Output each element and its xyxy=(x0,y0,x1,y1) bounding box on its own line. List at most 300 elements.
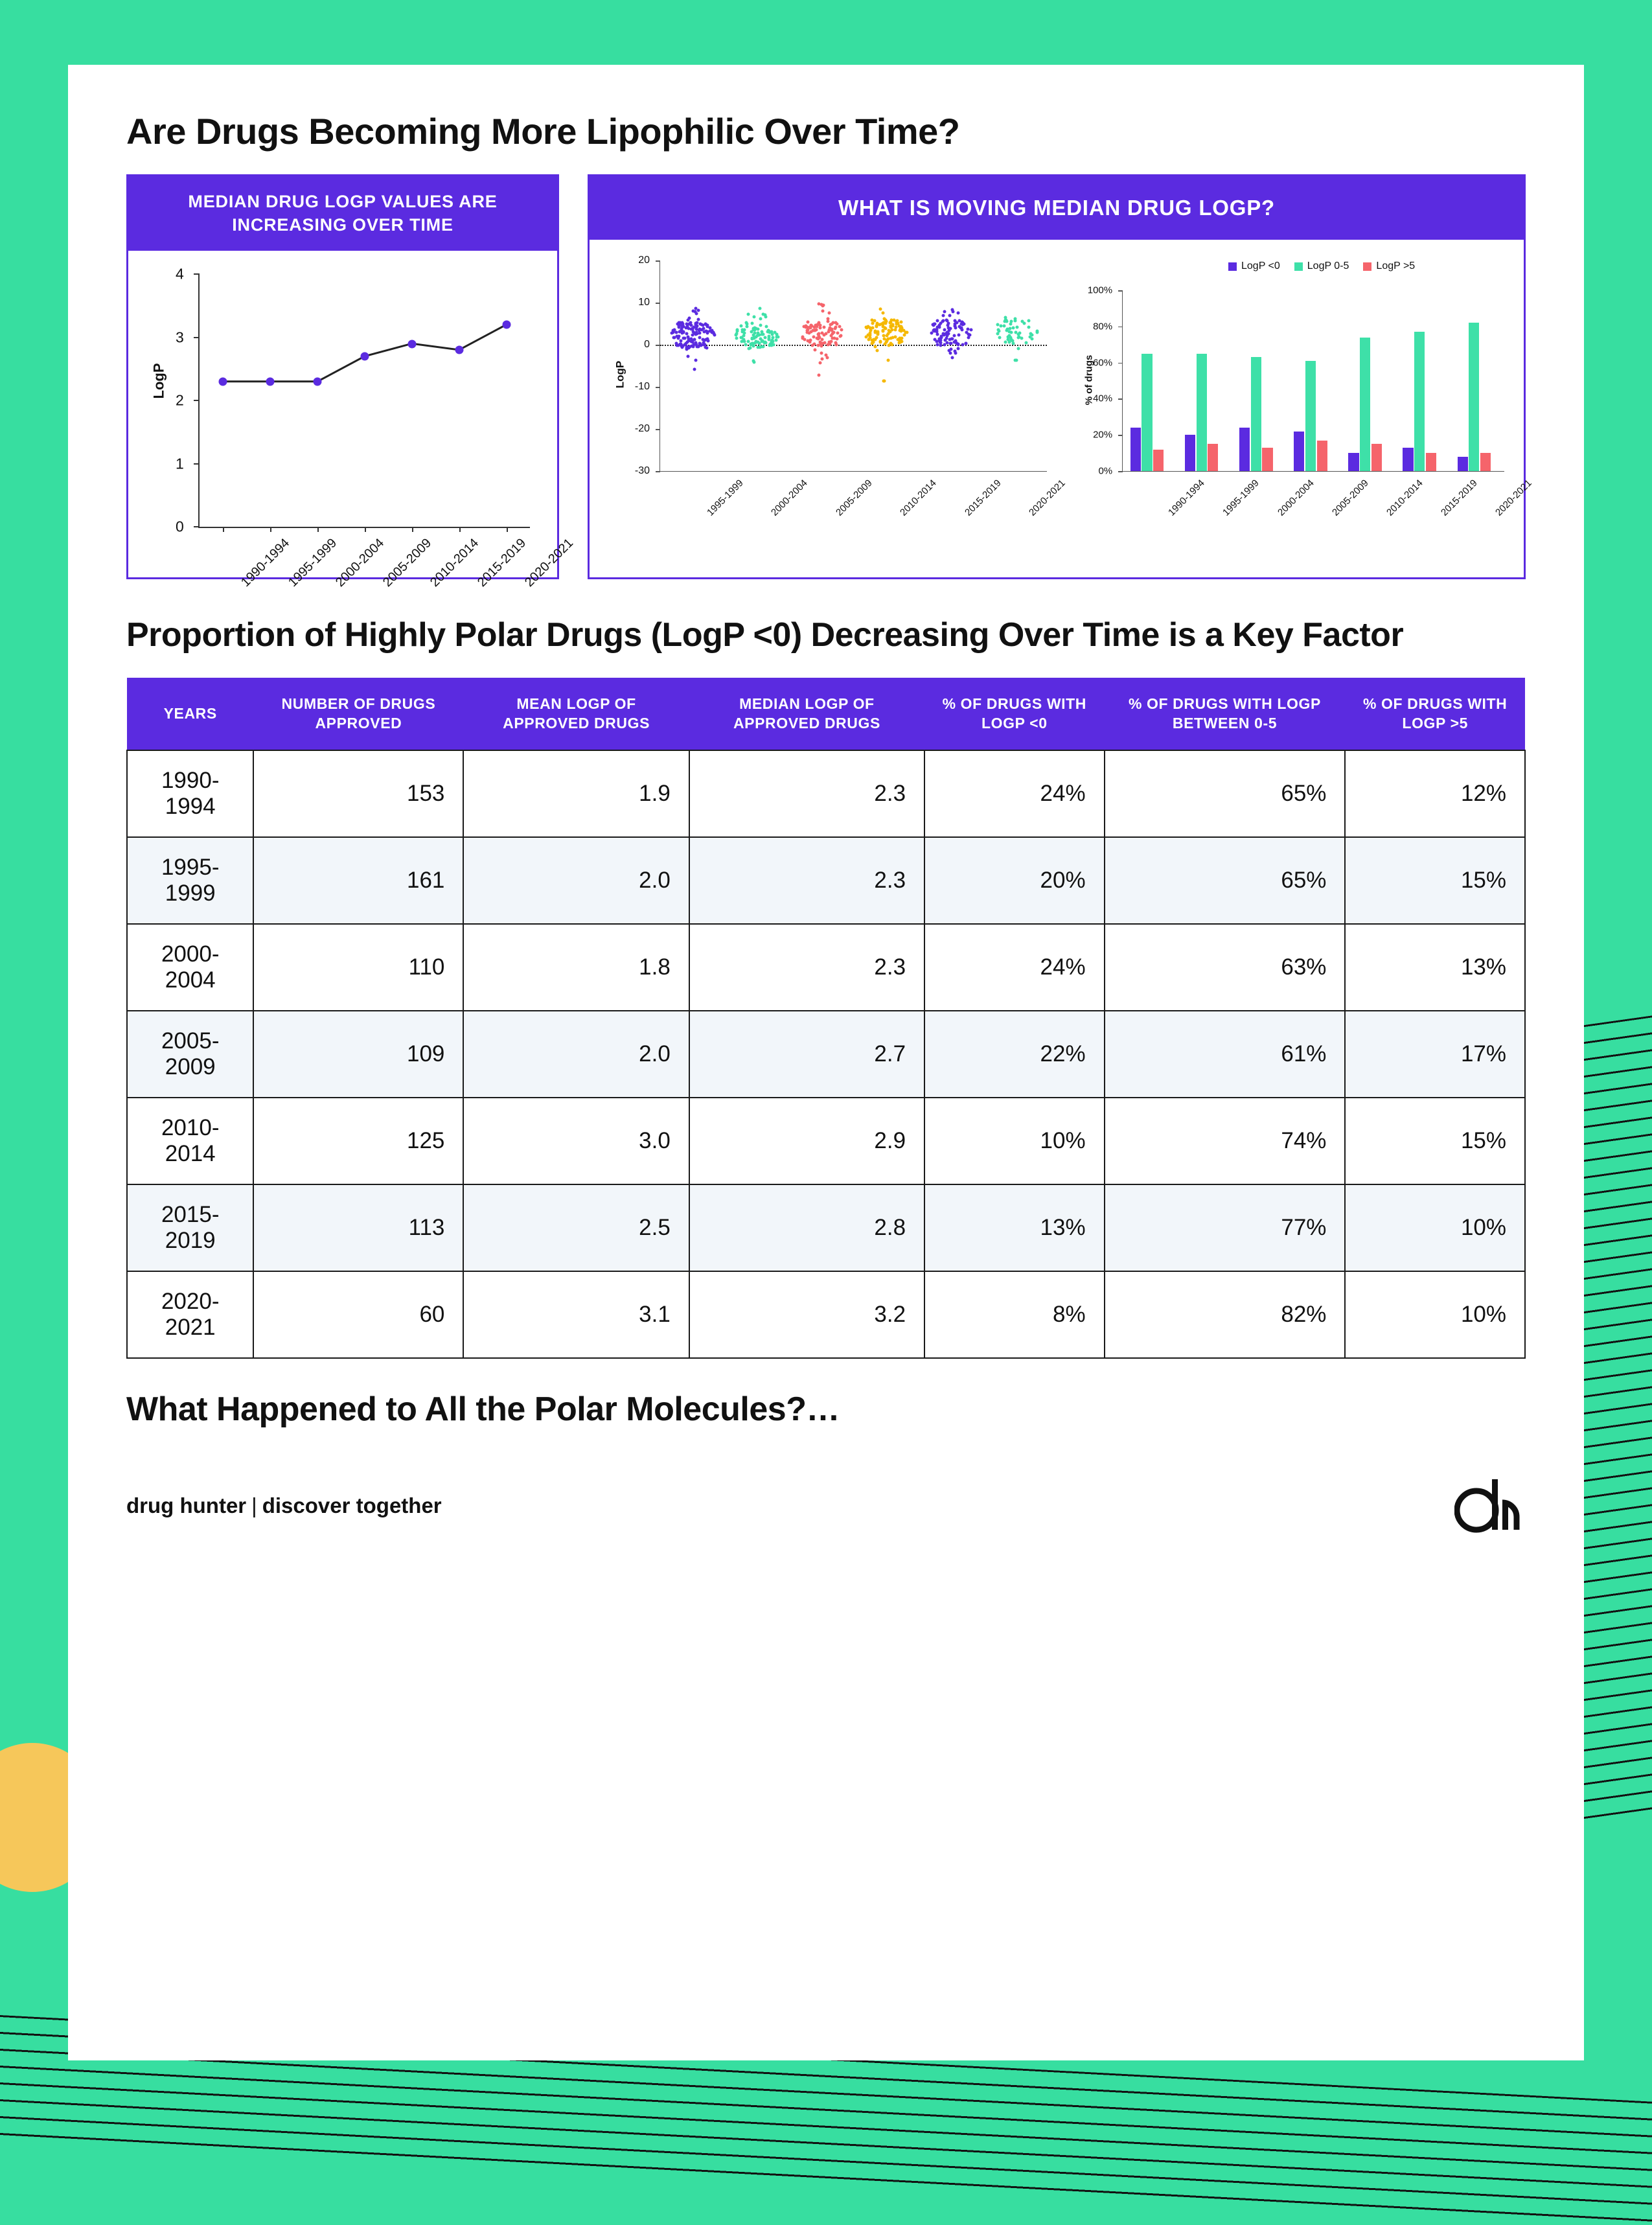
bar-rect xyxy=(1305,361,1316,471)
scatter-point xyxy=(876,332,879,336)
line-chart-x-tick: 2005-2009 xyxy=(380,536,435,590)
brand-lockup xyxy=(126,1493,442,1518)
table-cell: 82% xyxy=(1105,1271,1346,1358)
bar-rect xyxy=(1317,441,1327,471)
scatter-point xyxy=(875,336,878,340)
scatter-point xyxy=(998,336,1001,339)
table-cell: 15% xyxy=(1345,837,1525,924)
scatter-point xyxy=(877,330,880,333)
table-cell: 20% xyxy=(924,837,1105,924)
table-cell: 10% xyxy=(1345,1271,1525,1358)
scatter-point xyxy=(813,349,816,352)
bar-x-tick: 2005-2009 xyxy=(1329,478,1371,518)
scatter-point xyxy=(878,307,882,310)
scatter-point xyxy=(933,338,936,341)
bar-y-tick: 60% xyxy=(1093,357,1113,369)
scatter-point xyxy=(943,310,946,314)
line-chart-x-tick: 2020-2021 xyxy=(522,536,576,590)
table-row xyxy=(127,924,1525,1011)
scatter-zero-line xyxy=(660,345,1047,346)
legend-swatch xyxy=(1294,262,1303,271)
bar-rect xyxy=(1469,323,1479,471)
line-chart-data-point xyxy=(455,346,463,354)
scatter-point xyxy=(900,320,903,323)
scatter-y-tick-mark xyxy=(656,303,660,304)
table-header-cell-1: NUMBER OF DRUGS APPROVED xyxy=(253,678,463,751)
panel-moving-median xyxy=(588,174,1534,579)
line-chart-data-point xyxy=(314,378,322,386)
scatter-point xyxy=(740,328,744,331)
scatter-point xyxy=(1005,319,1009,323)
scatter-point xyxy=(820,352,823,355)
scatter-point xyxy=(744,343,747,346)
scatter-point xyxy=(761,330,764,334)
scatter-point xyxy=(735,337,738,340)
scatter-point xyxy=(757,332,760,335)
scatter-point xyxy=(948,349,951,352)
table-cell: 24% xyxy=(924,750,1105,837)
scatter-point xyxy=(686,345,689,349)
table-row xyxy=(127,1271,1525,1358)
scatter-point xyxy=(1012,327,1015,330)
bar-y-axis-label: % of drugs xyxy=(1083,354,1095,406)
bar-y-tick: 100% xyxy=(1087,284,1113,296)
panel-median-logp xyxy=(126,174,576,590)
scatter-point xyxy=(685,323,689,326)
table-header-cell-5: % OF DRUGS WITH LOGP BETWEEN 0-5 xyxy=(1105,678,1346,751)
bar-rect xyxy=(1348,453,1359,471)
bar-rect xyxy=(1458,457,1468,471)
line-chart-data-point xyxy=(266,378,275,386)
scatter-point xyxy=(696,317,700,321)
bar-y-tick-mark xyxy=(1118,327,1123,328)
bar-y-tick-mark xyxy=(1118,435,1123,436)
scatter-point xyxy=(752,315,755,318)
scatter-point xyxy=(867,338,870,341)
scatter-point xyxy=(970,329,973,332)
scatter-point xyxy=(698,332,702,335)
table-cell: 63% xyxy=(1105,924,1346,1011)
scatter-point xyxy=(878,340,882,343)
line-chart-x-tick: 2000-2004 xyxy=(333,536,387,590)
scatter-point xyxy=(882,330,885,333)
scatter-point xyxy=(885,334,888,338)
scatter-point xyxy=(829,342,832,345)
scatter-point xyxy=(700,323,703,327)
scatter-point xyxy=(1031,338,1034,341)
table-cell: 22% xyxy=(924,1011,1105,1098)
scatter-point xyxy=(886,359,889,362)
scatter-point xyxy=(939,341,942,344)
scatter-point xyxy=(677,336,680,340)
scatter-y-tick: 10 xyxy=(638,297,650,308)
scatter-point xyxy=(1009,327,1012,330)
scatter-point xyxy=(1022,322,1026,325)
scatter-point xyxy=(706,338,709,341)
scatter-point xyxy=(946,322,950,325)
bar-rect xyxy=(1262,448,1272,471)
legend-label: LogP <0 xyxy=(1241,260,1280,271)
bar-x-tick: 2020-2021 xyxy=(1493,478,1534,518)
median-logp-line-chart xyxy=(139,262,576,590)
scatter-point xyxy=(675,331,678,334)
scatter-point xyxy=(746,325,749,329)
scatter-point xyxy=(806,329,809,332)
scatter-point xyxy=(832,336,836,340)
scatter-point xyxy=(953,324,956,327)
line-chart-y-tick-mark xyxy=(194,400,200,401)
scatter-point xyxy=(967,332,970,336)
legend-item xyxy=(1228,260,1280,272)
scatter-point xyxy=(899,340,902,343)
scatter-point xyxy=(1027,325,1030,329)
scatter-point xyxy=(835,323,838,326)
scatter-point xyxy=(898,337,901,340)
line-chart-x-tick-mark xyxy=(459,527,461,532)
scatter-point xyxy=(747,313,750,316)
brand-tagline: discover together xyxy=(262,1493,442,1518)
logp-bins-bar-chart xyxy=(1060,251,1534,536)
scatter-point xyxy=(771,336,774,339)
scatter-point xyxy=(820,343,823,347)
top-panels xyxy=(126,174,1534,590)
line-chart-x-tick-mark xyxy=(270,527,271,532)
scatter-point xyxy=(935,319,939,322)
scatter-point xyxy=(1009,339,1013,342)
scatter-point xyxy=(827,319,830,323)
table-cell: 2.0 xyxy=(463,837,689,924)
bar-rect xyxy=(1371,444,1382,471)
scatter-point xyxy=(1035,330,1038,334)
panel-moving-median-heading: WHAT IS MOVING MEDIAN DRUG LOGP? xyxy=(590,176,1524,240)
scatter-point xyxy=(702,343,706,347)
scatter-point xyxy=(829,323,832,327)
scatter-point xyxy=(770,330,774,333)
scatter-point xyxy=(816,344,820,347)
bar-rect xyxy=(1414,332,1425,471)
scatter-point xyxy=(748,347,751,351)
scatter-point xyxy=(953,319,956,322)
scatter-point xyxy=(944,339,947,342)
table-cell: 10% xyxy=(1345,1184,1525,1271)
scatter-point xyxy=(948,314,952,317)
scatter-y-tick: -20 xyxy=(634,423,650,434)
scatter-point xyxy=(676,343,679,347)
legend-label: LogP 0-5 xyxy=(1307,260,1349,271)
table-row xyxy=(127,1098,1525,1184)
scatter-point xyxy=(888,321,891,324)
scatter-point xyxy=(958,334,961,337)
table-row xyxy=(127,750,1525,837)
page-footer xyxy=(126,1470,1526,1548)
scatter-point xyxy=(956,343,959,346)
scatter-point xyxy=(689,321,693,324)
line-chart-y-tick: 4 xyxy=(176,265,184,282)
scatter-point xyxy=(930,332,934,335)
scatter-point xyxy=(886,339,889,342)
table-cell: 13% xyxy=(924,1184,1105,1271)
bar-y-tick: 80% xyxy=(1093,321,1113,332)
scatter-point xyxy=(681,346,684,349)
legend-item xyxy=(1363,260,1415,272)
scatter-point xyxy=(698,342,702,345)
scatter-point xyxy=(833,327,836,330)
scatter-y-tick: -30 xyxy=(634,465,650,476)
table-cell: 1990-1994 xyxy=(127,750,253,837)
scatter-point xyxy=(904,331,908,334)
scatter-point xyxy=(941,319,945,323)
scatter-point xyxy=(1007,335,1010,338)
scatter-point xyxy=(1014,358,1017,362)
scatter-point xyxy=(827,312,831,315)
scatter-point xyxy=(933,322,936,325)
legend-swatch xyxy=(1228,262,1237,271)
dh-logo-icon xyxy=(1454,1470,1526,1541)
table-cell: 109 xyxy=(253,1011,463,1098)
table-cell: 2010-2014 xyxy=(127,1098,253,1184)
scatter-point xyxy=(687,317,691,320)
line-chart-y-tick-mark xyxy=(194,337,200,338)
bar-y-tick: 20% xyxy=(1093,429,1113,441)
scatter-point xyxy=(881,312,884,315)
scatter-point xyxy=(823,325,826,329)
scatter-point xyxy=(953,334,956,338)
scatter-point xyxy=(735,333,738,336)
scatter-point xyxy=(681,323,684,327)
table-cell: 2015-2019 xyxy=(127,1184,253,1271)
table-cell: 65% xyxy=(1105,750,1346,837)
scatter-point xyxy=(694,323,698,326)
table-header-cell-3: MEDIAN LOGP OF APPROVED DRUGS xyxy=(689,678,924,751)
scatter-point xyxy=(948,327,952,330)
scatter-point xyxy=(806,325,809,329)
panel-median-logp-heading: MEDIAN DRUG LOGP VALUES ARE INCREASING OVER TIME xyxy=(128,176,557,251)
line-chart-y-tick-mark xyxy=(194,526,200,527)
scatter-point xyxy=(1005,329,1008,332)
line-chart-x-tick-mark xyxy=(507,527,508,532)
scatter-point xyxy=(896,319,899,322)
scatter-point xyxy=(693,367,696,371)
scatter-point xyxy=(693,338,696,341)
scatter-point xyxy=(752,343,755,347)
scatter-point xyxy=(752,359,755,362)
line-chart-y-tick-mark xyxy=(194,463,200,465)
scatter-point xyxy=(679,342,682,345)
bar-chart-legend xyxy=(1228,260,1415,272)
line-chart-y-axis-label: LogP xyxy=(150,363,167,399)
scatter-point xyxy=(1025,341,1028,345)
table-cell: 3.2 xyxy=(689,1271,924,1358)
scatter-point xyxy=(764,315,767,318)
bar-x-tick: 1990-1994 xyxy=(1166,478,1208,518)
bar-rect xyxy=(1130,428,1141,471)
scatter-point xyxy=(831,328,834,331)
scatter-point xyxy=(709,329,712,332)
scatter-point xyxy=(1008,330,1011,334)
closing-heading: What Happened to All the Polar Molecules?… xyxy=(126,1390,840,1429)
table-cell: 125 xyxy=(253,1098,463,1184)
line-chart-y-tick: 1 xyxy=(176,455,184,472)
scatter-point xyxy=(950,338,953,341)
scatter-point xyxy=(671,329,674,332)
scatter-point xyxy=(835,343,838,347)
scatter-point xyxy=(996,332,999,336)
legend-swatch xyxy=(1363,262,1371,271)
table-header-row xyxy=(127,678,1525,751)
brand-name: drug hunter xyxy=(126,1493,247,1518)
scatter-point xyxy=(1017,332,1020,336)
table-cell: 12% xyxy=(1345,750,1525,837)
scatter-point xyxy=(736,329,739,332)
scatter-point xyxy=(682,336,685,340)
scatter-point xyxy=(809,341,812,344)
table-cell: 24% xyxy=(924,924,1105,1011)
legend-label: LogP >5 xyxy=(1376,260,1416,271)
scatter-point xyxy=(956,311,959,314)
scatter-point xyxy=(961,328,964,331)
scatter-point xyxy=(891,343,894,346)
table-cell: 10% xyxy=(924,1098,1105,1184)
table-cell: 61% xyxy=(1105,1011,1346,1098)
bar-rect xyxy=(1251,357,1261,471)
scatter-point xyxy=(961,321,965,325)
scatter-point xyxy=(693,310,696,314)
table-cell: 17% xyxy=(1345,1011,1525,1098)
scatter-point xyxy=(801,337,805,340)
scatter-y-tick-mark xyxy=(656,471,660,472)
line-chart-x-tick-mark xyxy=(412,527,413,532)
scatter-point xyxy=(819,326,822,329)
line-chart-x-tick-mark xyxy=(317,527,319,532)
scatter-point xyxy=(890,329,893,332)
scatter-point xyxy=(818,336,821,339)
scatter-point xyxy=(952,340,956,343)
table-cell: 2005-2009 xyxy=(127,1011,253,1098)
scatter-point xyxy=(763,341,766,345)
scatter-point xyxy=(759,338,763,341)
scatter-point xyxy=(889,325,893,328)
table-cell: 13% xyxy=(1345,924,1525,1011)
scatter-point xyxy=(698,329,701,332)
logp-distribution-scatter xyxy=(600,251,1068,536)
scatter-point xyxy=(759,323,762,327)
scatter-point xyxy=(818,303,821,306)
table-cell: 3.1 xyxy=(463,1271,689,1358)
scatter-point xyxy=(954,349,957,352)
scatter-point xyxy=(759,345,762,349)
brand-separator: | xyxy=(251,1493,257,1518)
scatter-point xyxy=(939,344,942,347)
scatter-point xyxy=(820,358,823,361)
scatter-y-tick: 20 xyxy=(638,255,650,266)
scatter-point xyxy=(884,343,887,346)
bar-rect xyxy=(1239,428,1250,471)
scatter-point xyxy=(937,325,941,328)
scatter-x-tick: 2005-2009 xyxy=(833,478,875,518)
line-chart-x-tick: 2010-2014 xyxy=(427,536,482,590)
table-cell: 77% xyxy=(1105,1184,1346,1271)
scatter-point xyxy=(818,361,821,364)
scatter-point xyxy=(840,328,843,331)
scatter-point xyxy=(767,337,770,340)
scatter-point xyxy=(693,343,696,347)
scatter-point xyxy=(1010,319,1013,323)
scatter-point xyxy=(777,336,780,339)
table-cell: 2.7 xyxy=(689,1011,924,1098)
line-chart-y-tick-mark xyxy=(194,273,200,275)
scatter-y-tick-mark xyxy=(656,345,660,346)
line-chart-data-point xyxy=(219,378,227,386)
bar-x-tick: 2010-2014 xyxy=(1384,478,1425,518)
scatter-y-tick: 0 xyxy=(644,339,650,350)
table-cell: 1995-1999 xyxy=(127,837,253,924)
scatter-point xyxy=(813,343,816,346)
scatter-point xyxy=(821,310,824,313)
scatter-point xyxy=(1027,319,1031,322)
scatter-point xyxy=(899,329,902,332)
scatter-point xyxy=(814,324,817,327)
scatter-point xyxy=(772,343,775,346)
scatter-point xyxy=(933,329,936,332)
scatter-point xyxy=(965,341,968,345)
bar-y-tick: 0% xyxy=(1098,465,1113,477)
bar-rect xyxy=(1141,354,1152,471)
bar-y-tick: 40% xyxy=(1093,393,1113,404)
line-chart-x-tick: 1990-1994 xyxy=(238,536,293,590)
scatter-point xyxy=(935,333,939,336)
scatter-y-tick-mark xyxy=(656,260,660,262)
table-cell: 161 xyxy=(253,837,463,924)
scatter-point xyxy=(1000,325,1003,328)
scatter-point xyxy=(759,317,762,320)
scatter-y-tick: -10 xyxy=(634,381,650,392)
table-cell: 2.3 xyxy=(689,750,924,837)
scatter-x-tick: 2000-2004 xyxy=(769,478,810,518)
infographic-page xyxy=(68,65,1584,2060)
scatter-y-tick-mark xyxy=(656,429,660,430)
line-chart-data-point xyxy=(502,321,511,329)
table-cell: 2.3 xyxy=(689,924,924,1011)
scatter-point xyxy=(671,332,674,335)
scatter-point xyxy=(764,325,768,328)
table-header-cell-6: % OF DRUGS WITH LOGP >5 xyxy=(1345,678,1525,751)
scatter-point xyxy=(882,380,886,383)
scatter-point xyxy=(1013,317,1016,321)
table-cell: 2.8 xyxy=(689,1184,924,1271)
bar-y-tick-mark xyxy=(1118,363,1123,364)
table-header-cell-4: % OF DRUGS WITH LOGP <0 xyxy=(924,678,1105,751)
scatter-point xyxy=(946,334,949,337)
scatter-point xyxy=(836,331,840,334)
scatter-point xyxy=(996,323,999,327)
scatter-point xyxy=(759,307,762,310)
scatter-x-tick: 2015-2019 xyxy=(962,478,1004,518)
table-cell: 15% xyxy=(1345,1098,1525,1184)
scatter-point xyxy=(1004,316,1007,319)
scatter-y-tick-mark xyxy=(656,387,660,388)
table-cell: 1.9 xyxy=(463,750,689,837)
scatter-point xyxy=(696,345,700,348)
table-cell: 60 xyxy=(253,1271,463,1358)
scatter-point xyxy=(745,321,748,325)
scatter-point xyxy=(1028,335,1031,338)
line-chart-x-tick-mark xyxy=(223,527,224,532)
bar-y-tick-mark xyxy=(1118,290,1123,292)
bar-rect xyxy=(1294,432,1304,471)
line-chart-y-tick: 0 xyxy=(176,518,184,535)
page-title: Are Drugs Becoming More Lipophilic Over Time? xyxy=(126,111,960,152)
scatter-point xyxy=(943,343,946,347)
